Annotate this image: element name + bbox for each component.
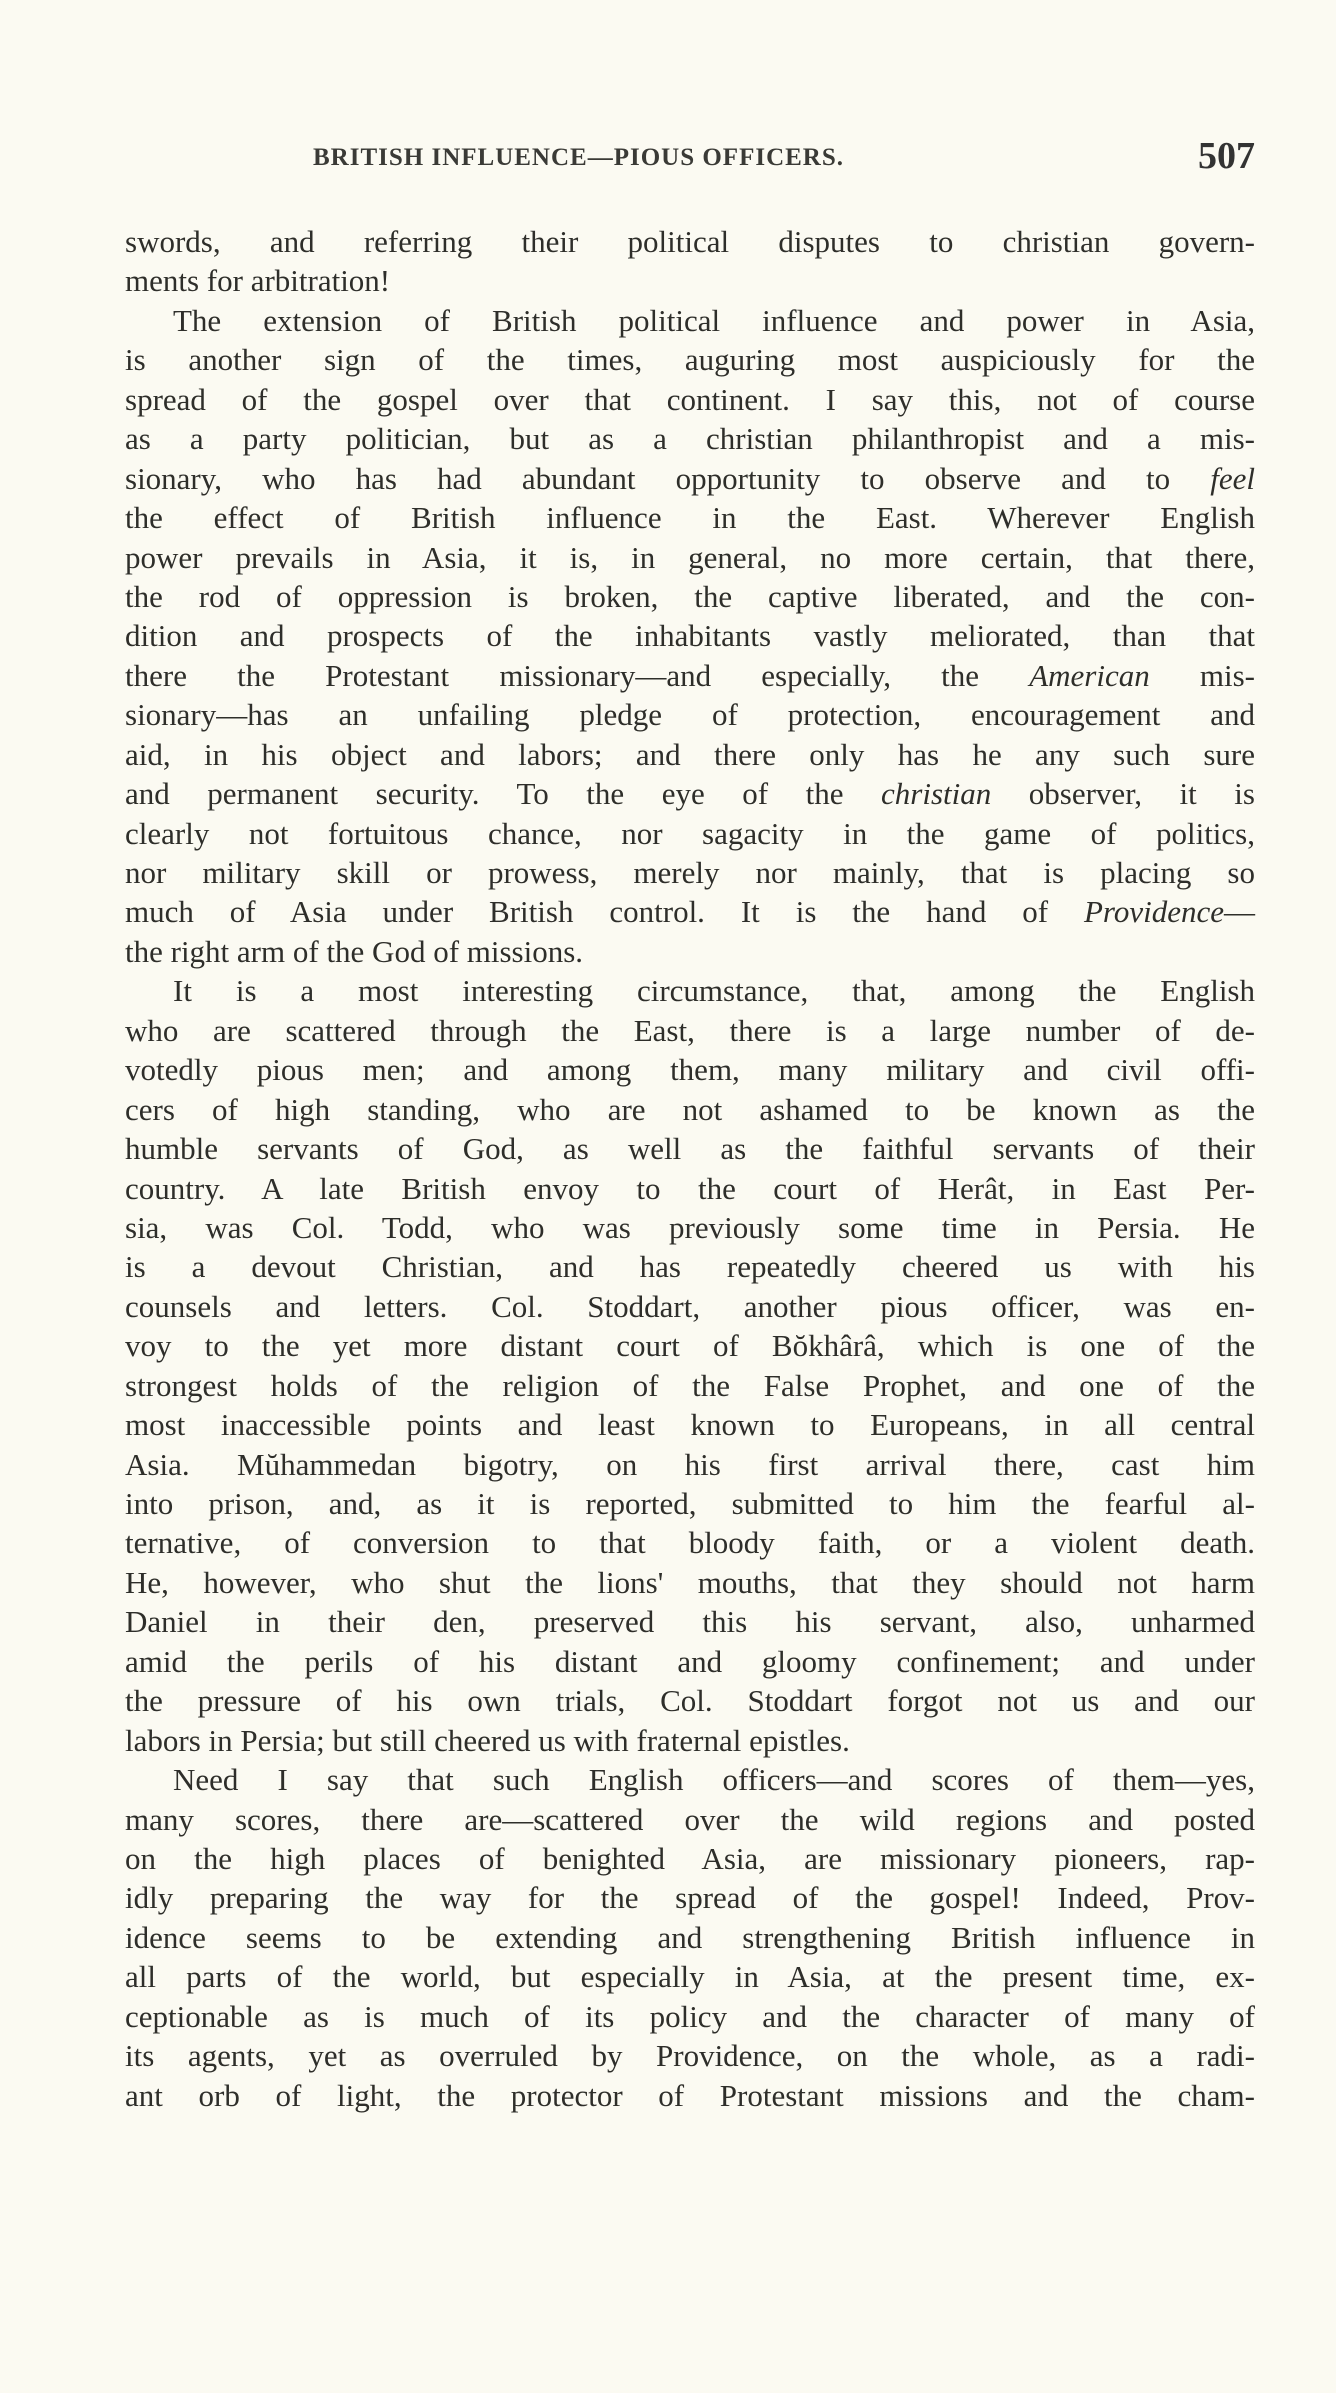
italic-text: feel xyxy=(1210,460,1255,496)
text-segment: cers of high standing, who are not ashamed to be known as the xyxy=(125,1091,1255,1127)
text-segment: votedly pious men; and among them, many military and civil offi- xyxy=(125,1052,1255,1088)
text-segment: into prison, and, as it is reported, submitted to him the fearful al- xyxy=(125,1486,1255,1521)
text-segment: sionary, who has had abundant opportunity to observe and to xyxy=(125,460,1211,496)
text-segment: and permanent security. To the eye of the xyxy=(125,776,882,812)
text-segment: the effect of British influence in the East. Wherever English xyxy=(125,500,1255,536)
italic-text: christian xyxy=(881,776,992,812)
text-segment: the rod of oppression is broken, the captive liberated, and the con- xyxy=(125,578,1255,614)
text-line xyxy=(125,1405,1255,1444)
italic-text: American xyxy=(1029,657,1150,693)
text-segment: power prevails in Asia, it is, in general, no more certain, that there, xyxy=(125,539,1255,575)
text-segment: sionary—has an unfailing pledge of protection, encouragement and xyxy=(125,697,1255,733)
text-line xyxy=(125,1287,1255,1326)
text-line xyxy=(125,1326,1255,1365)
text-line xyxy=(125,261,1255,300)
text-line xyxy=(125,577,1255,616)
text-line xyxy=(125,932,1255,971)
text-line xyxy=(125,1129,1255,1168)
text-line xyxy=(125,814,1255,853)
text-segment: is another sign of the times, auguring most auspiciously for the xyxy=(125,342,1255,378)
text-segment: who are scattered through the East, there is a large number of de- xyxy=(125,1012,1255,1048)
text-segment: strongest holds of the religion of the False Prophet, and one of the xyxy=(125,1367,1255,1403)
text-line xyxy=(125,1642,1255,1681)
text-line xyxy=(125,2036,1255,2075)
text-segment: The extension of British political influence and power in Asia, xyxy=(173,302,1255,338)
italic-text: Providence xyxy=(1084,894,1224,930)
text-segment: amid the perils of his distant and gloomy confinement; and under xyxy=(125,1643,1255,1679)
text-segment: nor military skill or prowess, merely nor mainly, that is placing so xyxy=(125,855,1255,890)
text-segment: mis- xyxy=(1149,657,1255,693)
text-line xyxy=(125,735,1255,774)
text-line xyxy=(125,892,1255,931)
text-line xyxy=(125,1721,1255,1760)
text-line xyxy=(125,222,1255,261)
text-line xyxy=(125,853,1255,892)
text-line xyxy=(125,340,1255,379)
text-line xyxy=(125,616,1255,655)
text-line xyxy=(125,656,1255,695)
text-segment: most inaccessible points and least known to Europeans, in all central xyxy=(125,1407,1255,1443)
text-line xyxy=(125,498,1255,537)
text-line xyxy=(125,2076,1255,2115)
text-segment: sia, was Col. Todd, who was previously some time in Persia. He xyxy=(125,1209,1255,1245)
text-segment: aid, in his object and labors; and there only has he any such sure xyxy=(125,736,1255,772)
text-line xyxy=(125,1169,1255,1208)
text-segment: clearly not fortuitous chance, nor sagacity in the game of politics, xyxy=(125,815,1255,851)
text-line xyxy=(125,1523,1255,1562)
running-head: BRITISH INFLUENCE—PIOUS OFFICERS. xyxy=(313,144,845,171)
text-segment: Asia. Mŭhammedan bigotry, on his first arrival there, cast him xyxy=(125,1446,1255,1482)
text-line xyxy=(125,1090,1255,1129)
text-segment: counsels and letters. Col. Stoddart, another pious officer, was en- xyxy=(125,1288,1255,1324)
text-line xyxy=(125,1957,1255,1996)
text-segment: ceptionable as is much of its policy and the character of many of xyxy=(125,1998,1255,2034)
text-segment: spread of the gospel over that continent. I say this, not of course xyxy=(125,381,1255,417)
text-line xyxy=(125,380,1255,419)
text-segment: dition and prospects of the inhabitants vastly meliorated, than that xyxy=(125,618,1255,654)
text-line xyxy=(125,1878,1255,1917)
text-line xyxy=(125,1366,1255,1405)
text-segment: He, however, who shut the lions' mouths, that they should not harm xyxy=(125,1564,1255,1600)
text-line xyxy=(125,419,1255,458)
text-segment: humble servants of God, as well as the faithful servants of their xyxy=(125,1131,1255,1167)
page-number: 507 xyxy=(1198,135,1255,177)
text-segment: is a devout Christian, and has repeatedly cheered us with his xyxy=(125,1249,1255,1285)
body-text xyxy=(125,222,1255,2115)
text-segment: ant orb of light, the protector of Protestant missions and the cham- xyxy=(125,2077,1255,2113)
text-line xyxy=(125,695,1255,734)
text-segment: all parts of the world, but especially in Asia, at the present time, ex- xyxy=(125,1959,1255,1995)
text-line xyxy=(125,1760,1255,1799)
text-line xyxy=(125,1997,1255,2036)
text-segment: its agents, yet as overruled by Providence, on the whole, as a radi- xyxy=(125,2038,1255,2074)
text-line xyxy=(125,301,1255,340)
text-line xyxy=(125,1050,1255,1089)
text-segment: idence seems to be extending and strengthening British influence in xyxy=(125,1919,1255,1955)
text-segment: It is a most interesting circumstance, that, among the English xyxy=(173,973,1255,1009)
text-segment: much of Asia under British control. It is the hand of xyxy=(125,894,1084,930)
text-line xyxy=(125,1011,1255,1050)
text-line xyxy=(125,1800,1255,1839)
text-line xyxy=(125,1484,1255,1523)
text-segment: ments for arbitration! xyxy=(125,263,391,299)
text-segment: the right arm of the God of missions. xyxy=(125,933,584,969)
text-line xyxy=(125,538,1255,577)
text-segment: country. A late British envoy to the court of Herât, in East Per- xyxy=(125,1170,1255,1206)
text-line xyxy=(125,1445,1255,1484)
text-segment: Daniel in their den, preserved this his servant, also, unharmed xyxy=(125,1604,1255,1640)
text-line xyxy=(125,1839,1255,1878)
text-line xyxy=(125,774,1255,813)
text-segment: on the high places of benighted Asia, are missionary pioneers, rap- xyxy=(125,1840,1255,1876)
text-line xyxy=(125,459,1255,498)
text-segment: ternative, of conversion to that bloody faith, or a violent death. xyxy=(125,1525,1255,1561)
page-header xyxy=(125,135,1255,188)
text-line xyxy=(125,1918,1255,1957)
text-segment: many scores, there are—scattered over the wild regions and posted xyxy=(125,1801,1255,1837)
text-line xyxy=(125,1563,1255,1602)
text-line xyxy=(125,1602,1255,1641)
text-segment: as a party politician, but as a christian philanthropist and a mis- xyxy=(125,421,1255,457)
text-line xyxy=(125,1247,1255,1286)
text-segment: idly preparing the way for the spread of the gospel! Indeed, Prov- xyxy=(125,1880,1255,1916)
text-segment: there the Protestant missionary—and especially, the xyxy=(125,657,1030,693)
text-segment: Need I say that such English officers—and scores of them—yes, xyxy=(173,1762,1255,1798)
text-segment: swords, and referring their political disputes to christian govern- xyxy=(125,224,1255,259)
text-segment: observer, it is xyxy=(991,776,1255,812)
text-line xyxy=(125,971,1255,1010)
text-segment: — xyxy=(1224,894,1255,930)
text-segment: labors in Persia; but still cheered us with fraternal epistles. xyxy=(125,1722,850,1758)
text-segment: voy to the yet more distant court of Bŏkhârâ, which is one of the xyxy=(125,1328,1255,1364)
text-line xyxy=(125,1208,1255,1247)
text-line xyxy=(125,1681,1255,1720)
text-segment: the pressure of his own trials, Col. Stoddart forgot not us and our xyxy=(125,1683,1255,1719)
